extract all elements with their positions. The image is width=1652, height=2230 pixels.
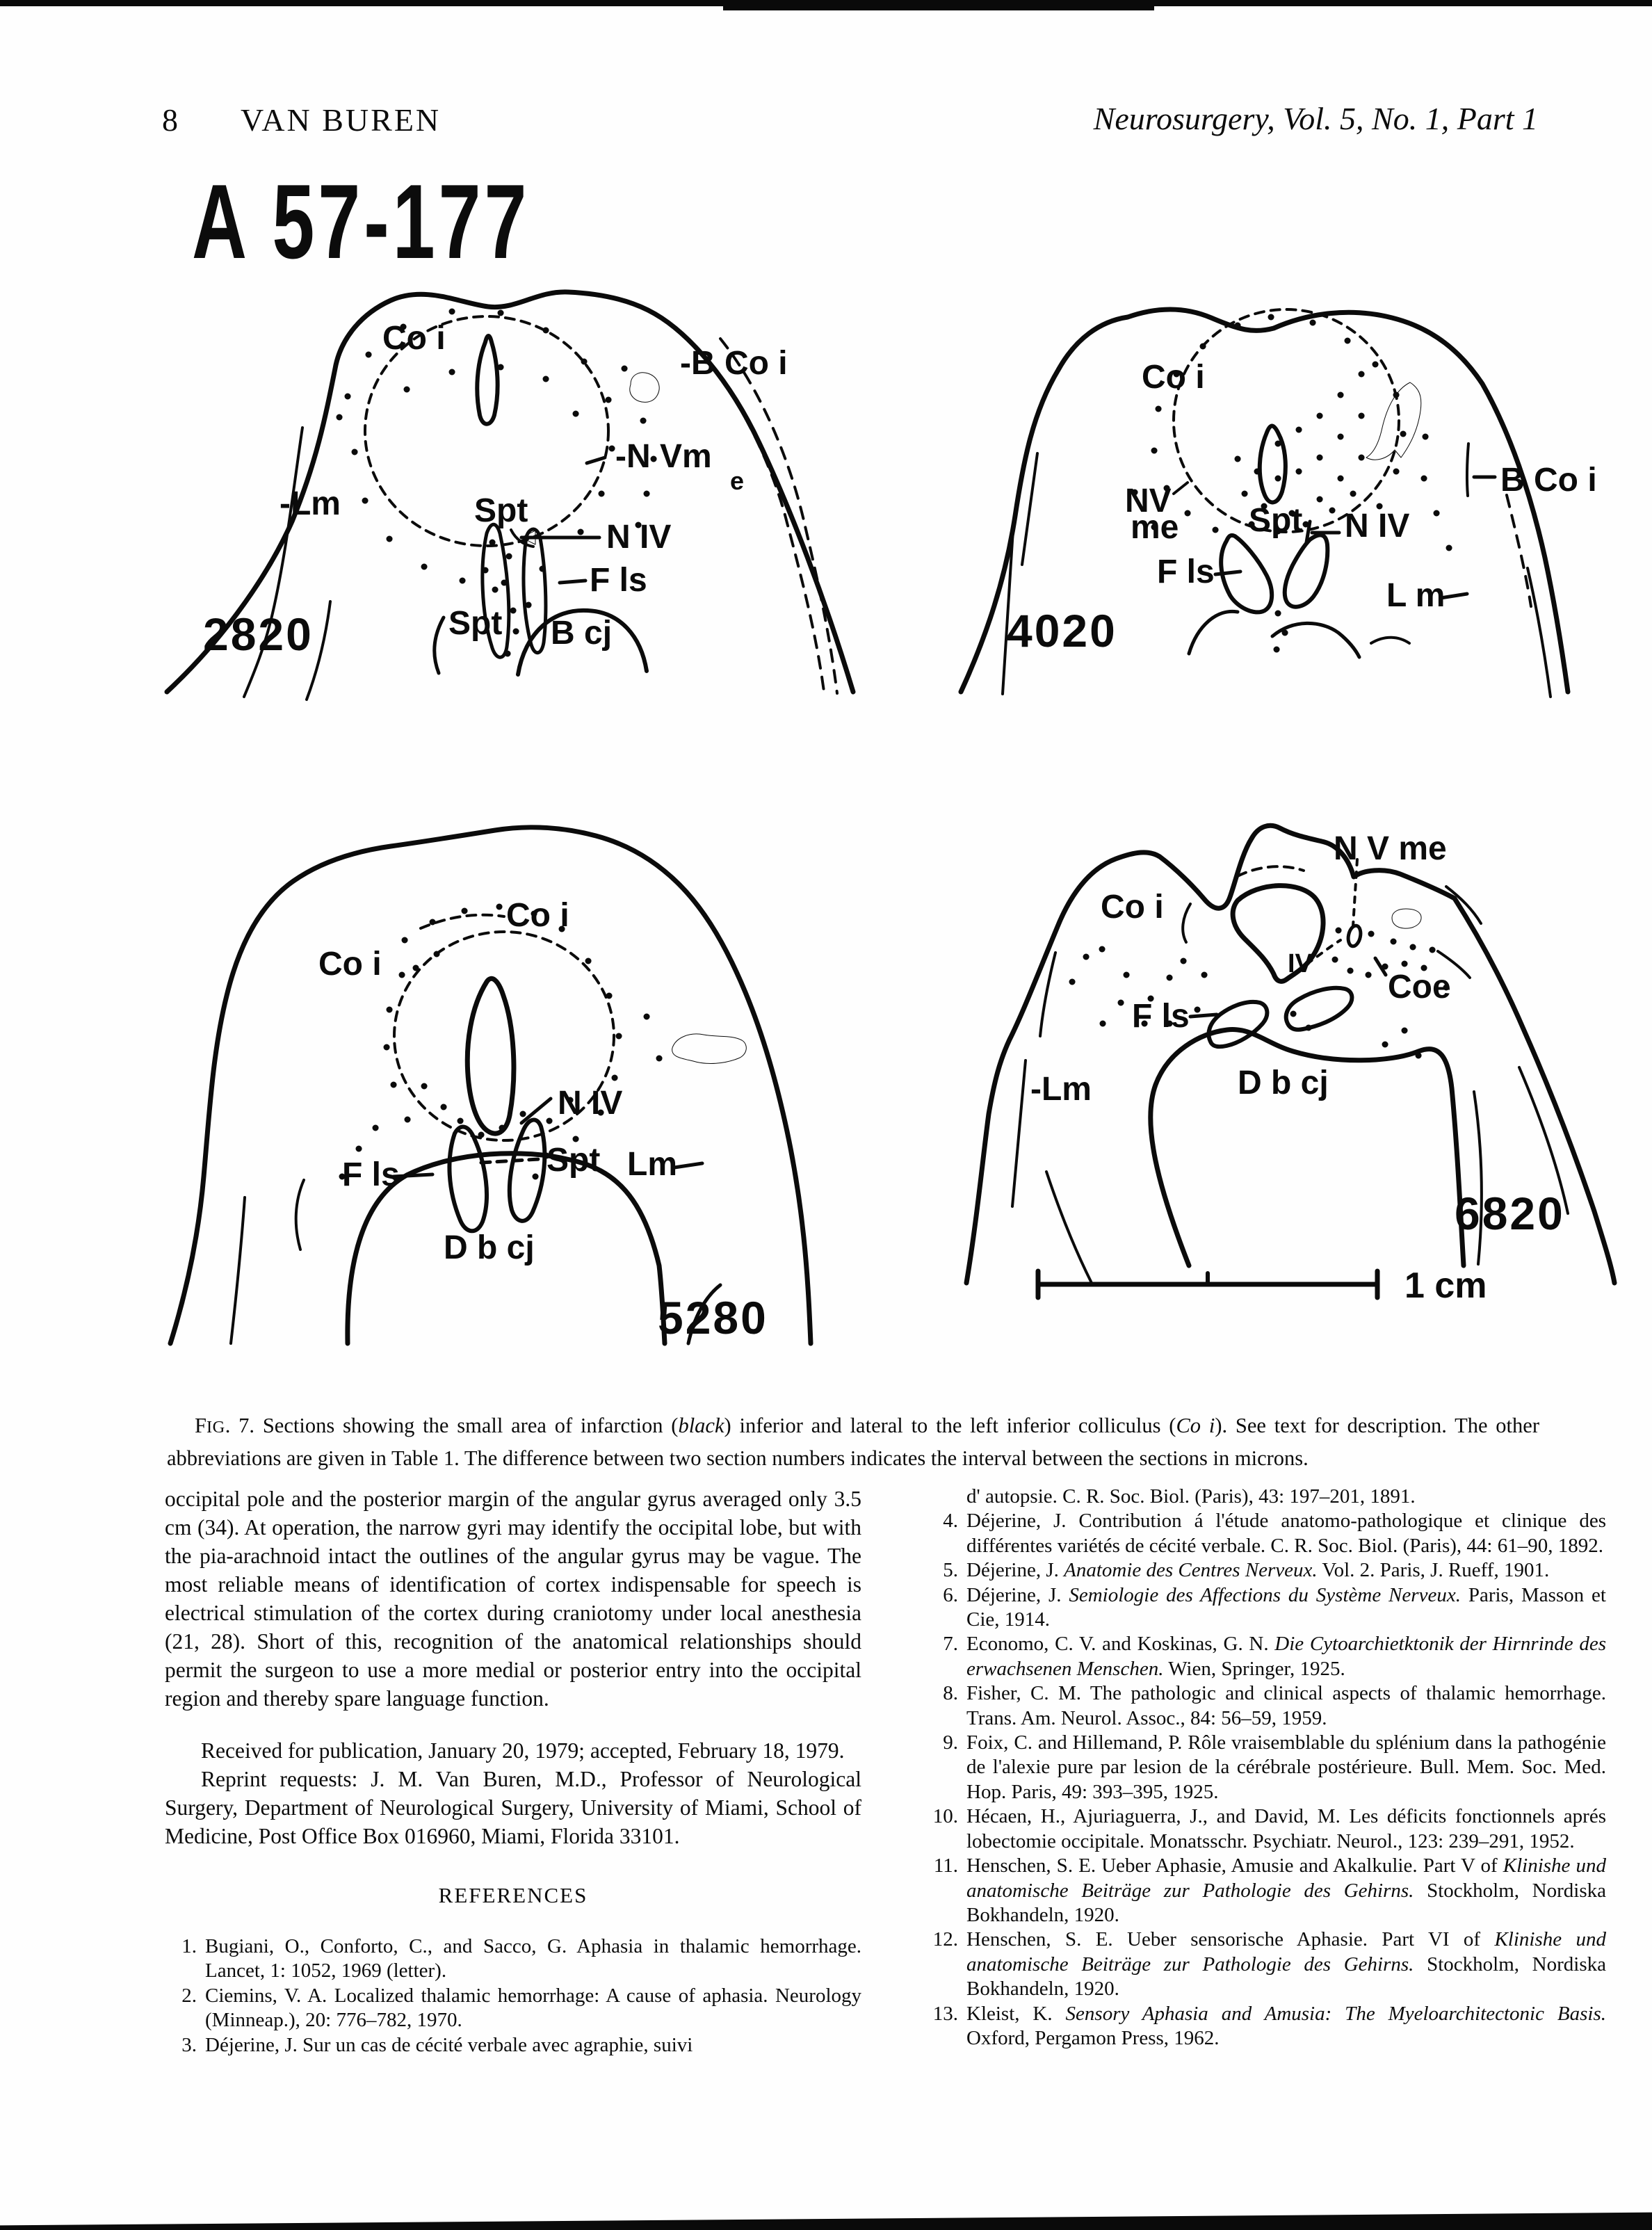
- aqueduct-shape: [467, 978, 514, 1133]
- fasciculus-shape: [1285, 535, 1328, 606]
- text-column-left: [165, 1485, 861, 2058]
- anatomy-label-coe: Coe: [1388, 969, 1451, 1005]
- reference-item: [926, 1632, 1606, 1681]
- reference-item: [165, 1984, 861, 2033]
- journal-reference: Neurosurgery, Vol. 5, No. 1, Part 1: [1093, 101, 1538, 136]
- body-paragraph: occipital pole and the posterior margin of the angular gyrus averaged only 3.5 cm (34). At operation, the narrow gyri may identify the occipital lobe, but with the pia-arachnoid intact the outlines of the angular gyrus may be vague. The most reliable means of identification of cortex indispensable for speech is electrical stimulation of the cortex during craniotomy under local anesthesia (21, 28). Short of this, recognition of the anatomical relationships should permit the surgeon to use a more medial or posterior entry into the occipital region and thereby spare language function.: [165, 1487, 861, 1711]
- text-segment: Ciemins, V. A. Localized thalamic hemorrhage: A cause of aphasia. Neurology (Minneap.), 20: 776–782, 1970.: [205, 1984, 861, 2032]
- reference-text: [966, 1928, 1606, 2000]
- paren-arc: [296, 1180, 304, 1250]
- tectum-dashed-outline: [1174, 309, 1399, 532]
- anatomy-label-co-i: Co i: [1142, 359, 1205, 396]
- decussation-arc: [1272, 623, 1359, 657]
- text-segment: Kleist, K.: [966, 2002, 1066, 2025]
- anatomy-label-me: me: [1131, 509, 1179, 546]
- reference-number: 7.: [943, 1633, 958, 1656]
- text-segment: Henschen, S. E. Ueber sensorische Aphasie. Part VI of: [966, 1928, 1495, 1951]
- inner-dashed-contour: [699, 349, 825, 697]
- text-segment: Wien, Springer, 1925.: [1163, 1657, 1345, 1680]
- decussation-arc: [1371, 638, 1409, 643]
- figure-caption: [167, 1410, 1539, 1474]
- fasciculus-shape: [1286, 988, 1352, 1030]
- text-segment: Hécaen, H., Ajuriaguerra, J., and David, M. Les déficits fonctionnels aprés lobectomie occipitale. Monatsschr. Psychiatr. Neurol., 123: 239–291, 1952.: [966, 1805, 1606, 1852]
- reference-text: [966, 1682, 1606, 1729]
- text-segment: Déjerine, J.: [966, 1559, 1064, 1582]
- section-number: 6820: [1455, 1188, 1565, 1239]
- references-heading: REFERENCES: [438, 1883, 588, 1907]
- fasciculus-shape: [1208, 1002, 1267, 1047]
- reference-text: [966, 1584, 1606, 1631]
- anatomy-label-spt: Spt: [546, 1142, 601, 1179]
- anatomy-label-co-i-top: Co i: [506, 897, 569, 934]
- anatomy-label-spt-upper: Spt: [474, 492, 528, 529]
- text-segment: Foix, C. and Hillemand, P. Rôle vraisemblable du splénium dans la pathogénie de l'alexie pure par lesion de la cérébrale postérieure. Bull. Mem. Soc. Med. Hop. Paris, 49: 393–395, 1925.: [966, 1731, 1606, 1803]
- text-segment: Anatomie des Centres Nerveux.: [1064, 1559, 1318, 1582]
- scale-bar-label: 1 cm: [1404, 1266, 1487, 1306]
- reference-item: [165, 1934, 861, 1984]
- reference-item: [926, 1928, 1606, 2001]
- reference-item: [165, 2033, 861, 2058]
- anatomy-label-n-vm: -N Vm: [615, 438, 712, 475]
- anatomy-label-iv: IV: [1288, 949, 1313, 978]
- anatomy-label-co-i-left: Co i: [318, 946, 382, 983]
- text-segment: Oxford, Pergamon Press, 1962.: [966, 2026, 1220, 2049]
- text-segment: . 7. Sections showing the small area of infarction (: [225, 1414, 679, 1437]
- text-segment: Fisher, C. M. The pathologic and clinical aspects of thalamic hemorrhage. Trans. Am. Neurol. Assoc., 84: 56–59, 1959.: [966, 1682, 1606, 1729]
- text-segment: black: [678, 1414, 724, 1437]
- text-segment: Co i: [1176, 1414, 1215, 1437]
- section-number: 4020: [1007, 605, 1117, 656]
- anatomy-label-lm: -Lm: [1030, 1071, 1092, 1108]
- anatomy-label-f-ls: F ls: [1132, 998, 1190, 1035]
- reference-number: 4.: [943, 1510, 958, 1533]
- text-segment: Vol. 2. Paris, J. Rueff, 1901.: [1317, 1559, 1550, 1582]
- brain-section-drawing-5280: [160, 807, 827, 1363]
- reference-text: [966, 2003, 1606, 2049]
- anatomy-label-spt: Spt: [1249, 502, 1303, 539]
- text-segment: F: [195, 1414, 206, 1437]
- reference-number: 5.: [943, 1559, 958, 1582]
- text-segment: Stockholm, Nordiska Bokhandeln, 1920.: [966, 1953, 1606, 2001]
- reference-number: 6.: [943, 1583, 958, 1606]
- reference-text: [966, 1855, 1606, 1926]
- reference-item: [926, 1804, 1606, 1854]
- text-segment: IG: [206, 1418, 225, 1437]
- text-segment: Semiologie des Affections du Système Nerveux.: [1069, 1583, 1461, 1606]
- references-list-right: [926, 1485, 1606, 2051]
- references-list-left: [165, 1934, 861, 2058]
- section-number: 2820: [203, 608, 314, 660]
- anatomy-label-co-i: Co i: [1101, 889, 1164, 926]
- stipple-dots: [342, 907, 659, 1177]
- text-segment: Déjerine, J. Sur un cas de cécité verbale avec agraphie, suivi: [205, 2033, 693, 2056]
- reference-item: [926, 1681, 1606, 1731]
- reference-text: [966, 1731, 1606, 1803]
- paren-arc: [435, 617, 444, 673]
- anatomy-label-n-iv: N IV: [1345, 508, 1410, 544]
- reference-number: 13.: [932, 2002, 958, 2025]
- anatomy-label-spt-lower: Spt: [448, 605, 503, 642]
- anatomy-label-lm: L m: [1386, 577, 1446, 614]
- leader-lines: [1174, 444, 1495, 598]
- text-segment: Klinishe und anatomische Beiträge zur Pathologie des Gehirns.: [966, 1928, 1606, 1976]
- decussation-arc: [1189, 611, 1238, 654]
- text-segment: ). See text for description. The other abbreviations are given in Table 1. The difference between two section numbers indicates the interval between the sections in microns.: [167, 1414, 1539, 1470]
- reference-text: [966, 1510, 1606, 1556]
- anatomy-label-f-ls: F ls: [590, 562, 647, 599]
- text-segment: Klinishe und anatomische Beiträge zur Pathologie des Gehirns.: [966, 1855, 1607, 1902]
- anatomy-label-f-ls: F ls: [1157, 554, 1215, 590]
- reference-number: 3.: [181, 2033, 197, 2056]
- text-segment: Déjerine, J. Contribution á l'étude anatomo-pathologique et clinique des différentes variétés de cécité verbale. C. R. Soc. Biol. (Paris), 44: 61–90, 1892.: [966, 1510, 1606, 1557]
- anatomy-label-lm: Lm: [627, 1146, 677, 1183]
- inner-contour: [1528, 568, 1550, 697]
- leader-lines: [1190, 859, 1386, 1017]
- specimen-label: A 57-177: [192, 163, 531, 281]
- infarct-blob: [1392, 909, 1421, 928]
- anatomy-label-b-co-i: -B Co i: [680, 345, 788, 382]
- anatomy-label-n-iv: N IV: [606, 519, 672, 556]
- reference-item: [926, 1583, 1606, 1633]
- reference-item: [926, 1558, 1606, 1583]
- trochlear-nucleus-oval: [1347, 925, 1363, 948]
- infarct-blob: [630, 373, 659, 403]
- aqueduct-shape: [477, 336, 497, 424]
- inner-contour: [231, 1197, 245, 1343]
- reference-text: [966, 1633, 1606, 1679]
- anatomy-label-d-b-cj: D b cj: [444, 1229, 535, 1266]
- text-segment: Déjerine, J.: [966, 1583, 1069, 1606]
- reference-number: 2.: [181, 1984, 197, 2007]
- anatomy-label-n-iv: N IV: [558, 1085, 623, 1122]
- inner-dashed-contour: [720, 339, 837, 693]
- reference-item: [926, 1854, 1606, 1928]
- brain-section-drawing-2820: [160, 285, 862, 702]
- anatomy-label-co-i: Co i: [382, 320, 446, 357]
- text-segment: Paris, Masson et Cie, 1914.: [966, 1583, 1606, 1631]
- reference-text: [205, 1985, 861, 2031]
- text-segment: ) inferior and lateral to the left inferior colliculus (: [724, 1414, 1176, 1437]
- section-number: 5280: [658, 1292, 768, 1343]
- reference-item: [926, 2002, 1606, 2051]
- inner-dashed-contour: [1507, 495, 1531, 606]
- anatomy-label-nv: NV: [1125, 483, 1172, 519]
- reference-item: [926, 1731, 1606, 1804]
- reference-text: [966, 1559, 1549, 1581]
- anatomy-label-n-v-me: N V me: [1334, 830, 1447, 867]
- reprint-note: Reprint requests: J. M. Van Buren, M.D., Professor of Neurological Surgery, Department of Neurological Surgery, University of Miami, School of Medicine, Post Office Box 016960, Miami, Florida 33101.: [165, 1767, 861, 1848]
- running-head: VAN BUREN: [241, 102, 442, 138]
- fasciculus-shape: [449, 1126, 487, 1231]
- reference-text: [205, 2034, 693, 2056]
- anatomy-label-b-cj: B cj: [551, 615, 613, 652]
- anatomy-label-f-ls: F ls: [342, 1156, 400, 1193]
- reference-text: [966, 1805, 1606, 1852]
- text-segment: Bugiani, O., Conforto, C., and Sacco, G. Aphasia in thalamic hemorrhage. Lancet, 1: 1052, 1969 (letter).: [205, 1935, 861, 1982]
- text-segment: Economo, C. V. and Koskinas, G. N.: [966, 1633, 1275, 1656]
- text-column-right: [926, 1485, 1606, 2051]
- scan-edge-bottom: [0, 2213, 1652, 2230]
- text-segment: Sensory Aphasia and Amusia: The Myeloarchitectonic Basis.: [1065, 2002, 1606, 2025]
- brain-section-drawing-4020: [946, 285, 1641, 702]
- reference-number: 10.: [932, 1805, 958, 1828]
- text-segment: d' autopsie. C. R. Soc. Biol. (Paris), 43: 197–201, 1891.: [966, 1485, 1416, 1508]
- text-segment: Die Cytoarchietktonik der Hirnrinde des erwachsenen Menschen.: [966, 1633, 1606, 1680]
- page-number: 8: [162, 102, 178, 138]
- reference-number: 12.: [932, 1928, 958, 1951]
- reference-text: [205, 1935, 861, 1982]
- text-segment: Henschen, S. E. Ueber Aphasie, Amusie and Akalkulie. Part V of: [966, 1855, 1503, 1877]
- brain-section-drawing-6820: [959, 793, 1641, 1356]
- reference-item: [926, 1509, 1606, 1558]
- anatomy-label-d-b-cj: D b cj: [1238, 1065, 1329, 1101]
- reference-number: 1.: [181, 1935, 197, 1957]
- reference-number: 8.: [943, 1682, 958, 1705]
- aqueduct-shape: [1260, 426, 1286, 502]
- reference-item: [926, 1485, 1606, 1509]
- infarct-blob: [672, 1034, 747, 1064]
- anatomy-label-lm: -Lm: [280, 485, 341, 522]
- text-segment: Stockholm, Nordiska Bokhandeln, 1920.: [966, 1879, 1606, 1926]
- scan-edge-top-thick: [723, 0, 1154, 10]
- reference-number: 9.: [943, 1731, 958, 1754]
- anatomy-label-b-co-i: B Co i: [1500, 462, 1597, 499]
- anatomy-label-n-vm-subscript: e: [730, 467, 745, 495]
- received-note: Received for publication, January 20, 1979; accepted, February 18, 1979.: [201, 1738, 845, 1763]
- reference-text: [966, 1485, 1416, 1508]
- leader-lines: [394, 915, 702, 1177]
- reference-number: 11.: [933, 1855, 958, 1877]
